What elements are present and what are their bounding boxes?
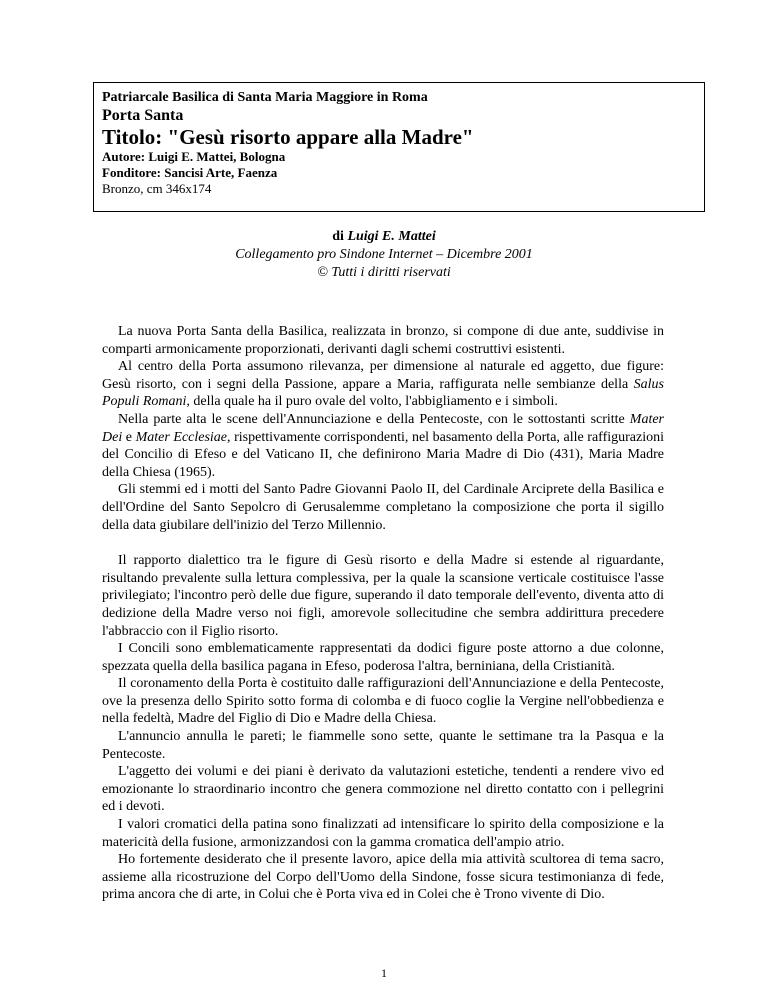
paragraph-text: I Concili sono emblematicamente rappresentati da dodici figure poste attorno a due colonne, spezzata quella della basilica pagana in Efeso, poderosa l'altra, berniniana, della Cristianità. — [102, 641, 664, 674]
paragraph — [102, 411, 664, 481]
paragraph-text: L'aggetto dei volumi e dei piani è derivato da valutazioni estetiche, tendenti a rendere vivo ed emozionante lo straordinario incontro che genera commozione nel diretto contatto con i pellegrini ed i devoti. — [102, 764, 664, 815]
byline-source: Collegamento pro Sindone Internet – Dicembre 2001 — [235, 247, 533, 262]
paragraph-text: e — [122, 429, 136, 445]
door-name: Porta Santa — [102, 107, 184, 124]
paragraph — [102, 851, 664, 904]
paragraph-text: Al centro della Porta assumono rilevanza, per dimensione al naturale ed aggetto, due figure: Gesù risorto, con i segni della Passione, appare a Maria, raffigurata nelle sembianze della — [102, 359, 664, 392]
paragraph — [102, 323, 664, 358]
paragraph-text: L'annuncio annulla le pareti; le fiammelle sono sette, quante le settimane tra la Pasqua e la Pentecoste. — [102, 729, 664, 762]
byline-author: Luigi E. Mattei — [347, 229, 436, 244]
byline-prefix: di — [332, 229, 348, 244]
italic-text: Salus Populi Romani — [102, 376, 664, 410]
byline-author-row — [0, 228, 768, 246]
paragraph-text: Il coronamento della Porta è costituito dalle raffigurazioni dell'Annunciazione e della Pentecoste, ove la presenza dello Spirito sotto forma di colomba e di fuoco coglie la Vergine nell'obbedienza e nella fedeltà, Madre del Figlio di Dio e Madre della Chiesa. — [102, 676, 664, 727]
paragraph-text: , della quale ha il puro ovale del volto, l'abbigliamento e i simboli. — [186, 394, 558, 410]
paragraph-text: , rispettivamente corrispondenti, nel basamento della Porta, alle raffigurazioni del Concilio di Efeso e del Vaticano II, che definirono Maria Madre di Dio (431), Maria Madre della Chiesa (1965). — [102, 429, 664, 480]
italic-text: Mater Ecclesiae — [135, 429, 228, 445]
paragraph-text: La nuova Porta Santa della Basilica, realizzata in bronzo, si compone di due ante, suddivise in comparti armonicamente proporzionati, derivanti dagli schemi costruttivi esistenti. — [102, 324, 664, 357]
article-body — [102, 323, 664, 904]
italic-text: Mater Dei — [102, 411, 664, 445]
founder-line: Fonditore: Sancisi Arte, Faenza — [102, 165, 278, 180]
page-number: 1 — [381, 966, 387, 980]
author-line: Autore: Luigi E. Mattei, Bologna — [102, 149, 286, 164]
paragraph — [102, 481, 664, 534]
paragraph — [102, 640, 664, 675]
paragraph — [102, 675, 664, 728]
basilica-name: Patriarcale Basilica di Santa Maria Maggiore in Roma — [102, 90, 428, 105]
header-box — [93, 82, 705, 212]
paragraph-text: I valori cromatici della patina sono finalizzati ad intensificare lo spirito della composizione e la matericità della fusione, armonizzandosi con la gamma cromatica dell'ampio atrio. — [102, 817, 664, 850]
paragraph-text: Gli stemmi ed i motti del Santo Padre Giovanni Paolo II, del Cardinale Arciprete della Basilica e dell'Ordine del Santo Sepolcro di Gerusalemme completano la composizione che porta il sigillo della data giubilare dell'inizio del Terzo Millennio. — [102, 482, 664, 533]
work-title: Titolo: "Gesù risorto appare alla Madre" — [102, 125, 474, 149]
paragraph-text: Il rapporto dialettico tra le figure di Gesù risorto e della Madre si estende al riguardante, risultando prevalente sulla lettura complessiva, per la quale la scansione verticale costituisce l'asse privilegiato; l'incontro però delle due figure, superando il dato temporale dell'evento, diventa atto di dedizione della Madre verso noi figli, amorevole sollecitudine che sembra addirittura precedere l'abbraccio con il Figlio risorto. — [102, 553, 664, 639]
paragraph — [102, 728, 664, 763]
paragraph — [102, 358, 664, 411]
material-line: Bronzo, cm 346x174 — [102, 181, 212, 196]
paragraph — [102, 816, 664, 851]
byline — [0, 228, 768, 282]
paragraph-text: Nella parte alta le scene dell'Annunciazione e della Pentecoste, con le sottostanti scritte — [118, 411, 630, 427]
paragraph-text: Ho fortemente desiderato che il presente lavoro, apice della mia attività scultorea di tema sacro, assieme alla ricostruzione del Corpo dell'Uomo della Sindone, fosse sicura testimonianza di fede, prima ancora che di arte, in Colui che è Porta viva ed in Colei che è Trono vivente di Dio. — [102, 852, 664, 903]
paragraph — [102, 763, 664, 816]
paragraph — [102, 552, 664, 640]
byline-rights: © Tutti i diritti riservati — [317, 265, 451, 280]
